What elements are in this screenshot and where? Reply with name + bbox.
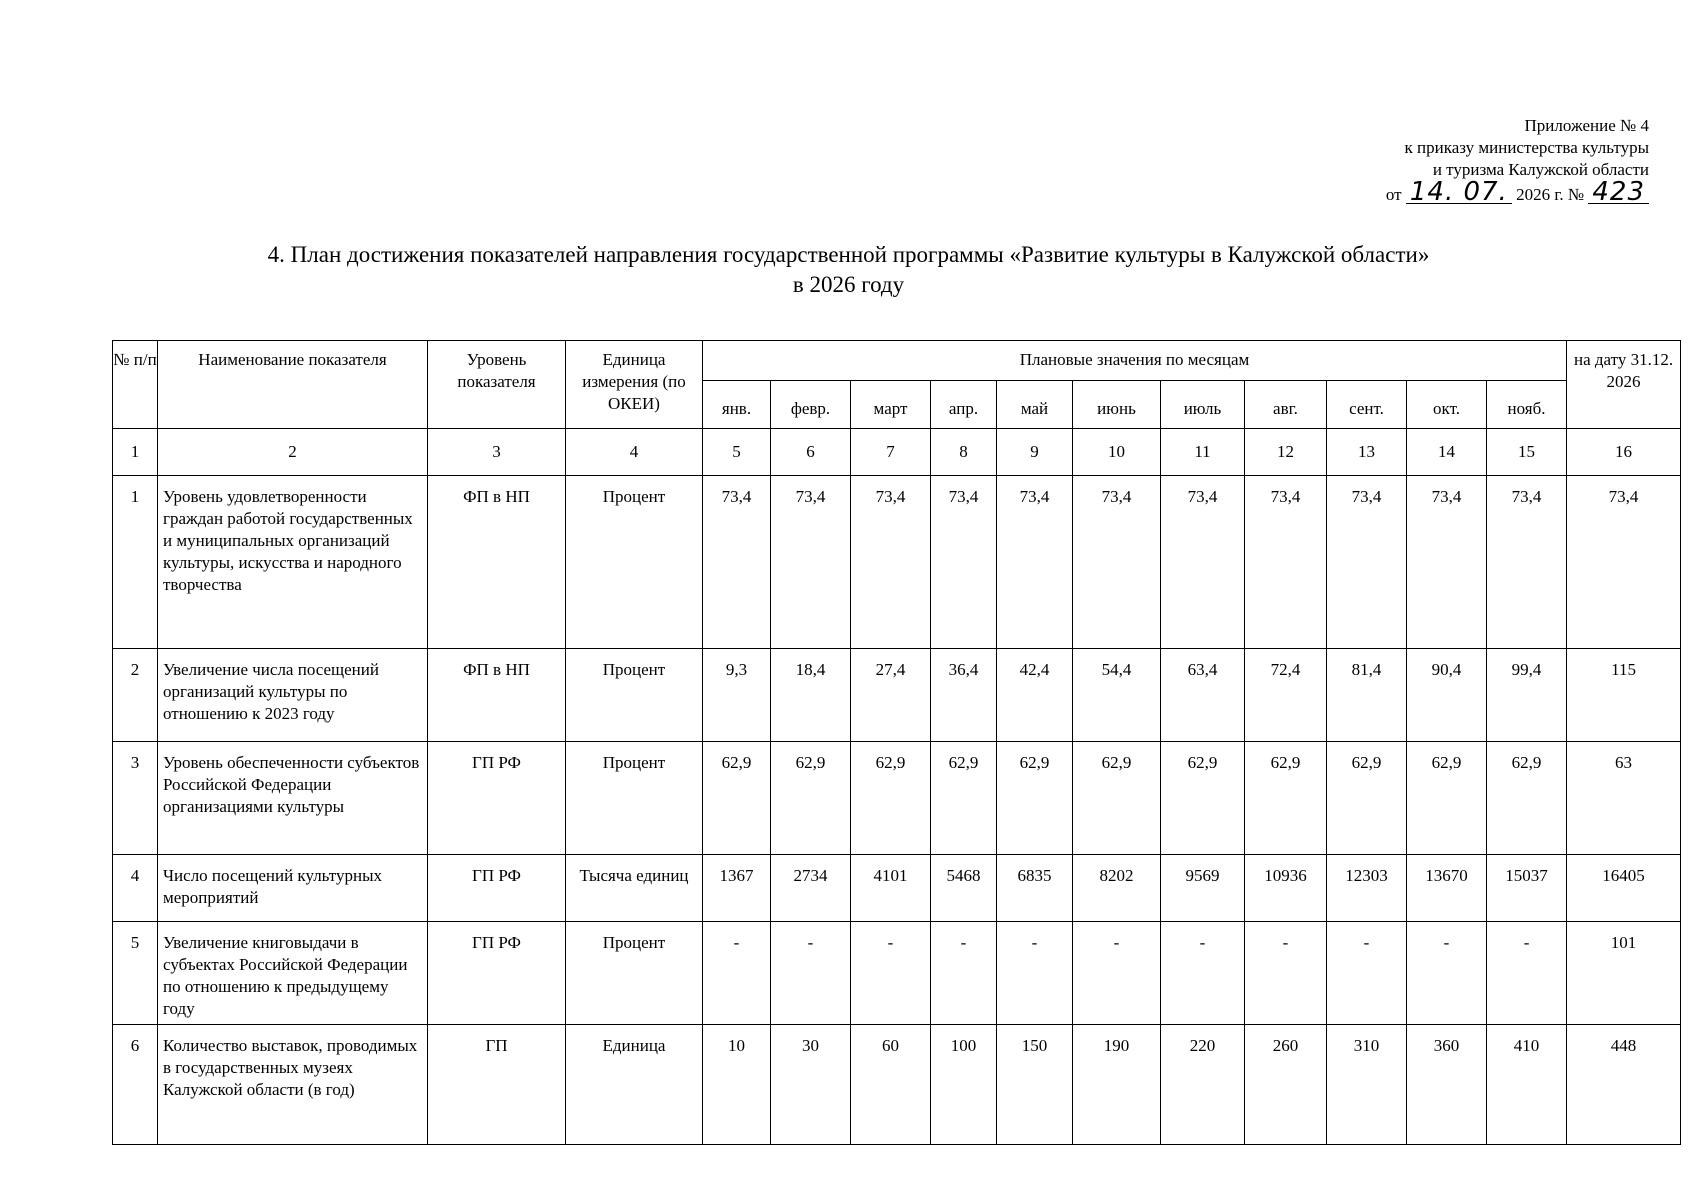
header-month: апр. xyxy=(931,381,997,429)
indicator-unit: Тысяча единиц xyxy=(566,855,703,922)
appendix-line-2: к приказу министерства культуры xyxy=(1404,138,1649,157)
indicator-name: Количество выставок, проводимых в государственных музеях Калужской области (в год) xyxy=(158,1025,428,1145)
indicator-name: Уровень обеспеченности субъектов Российской Федерации организациями культуры xyxy=(158,742,428,855)
indicator-level: ГП РФ xyxy=(428,855,566,922)
date-prefix: от xyxy=(1385,185,1402,204)
header-month: май xyxy=(997,381,1073,429)
header-year-end: на дату 31.12. 2026 xyxy=(1567,341,1681,429)
monthly-value: 18,4 xyxy=(771,649,851,742)
indicator-unit: Процент xyxy=(566,922,703,1025)
row-number: 1 xyxy=(113,476,158,649)
table-row xyxy=(113,855,1681,922)
indicators-table xyxy=(112,340,1681,1145)
monthly-value: 42,4 xyxy=(997,649,1073,742)
table-row xyxy=(113,649,1681,742)
indicator-name: Увеличение числа посещений организаций культуры по отношению к 2023 году xyxy=(158,649,428,742)
monthly-value: 73,4 xyxy=(931,476,997,649)
header-month: июнь xyxy=(1073,381,1161,429)
header-name: Наименование показателя xyxy=(158,341,428,429)
monthly-value: 260 xyxy=(1245,1025,1327,1145)
monthly-value: 9,3 xyxy=(703,649,771,742)
header-month: февр. xyxy=(771,381,851,429)
column-number: 10 xyxy=(1073,429,1161,476)
appendix-date-line xyxy=(1229,177,1649,207)
monthly-value: 12303 xyxy=(1327,855,1407,922)
appendix-line-1: Приложение № 4 xyxy=(1524,116,1649,135)
monthly-value: 100 xyxy=(931,1025,997,1145)
monthly-value: 62,9 xyxy=(771,742,851,855)
monthly-value: - xyxy=(1245,922,1327,1025)
monthly-value: 73,4 xyxy=(771,476,851,649)
header-month: сент. xyxy=(1327,381,1407,429)
header-monthly: Плановые значения по месяцам xyxy=(703,341,1567,381)
column-number: 5 xyxy=(703,429,771,476)
monthly-value: 5468 xyxy=(931,855,997,922)
table-row xyxy=(113,1025,1681,1145)
monthly-value: 62,9 xyxy=(1161,742,1245,855)
monthly-value: 360 xyxy=(1407,1025,1487,1145)
monthly-value: 60 xyxy=(851,1025,931,1145)
column-number: 3 xyxy=(428,429,566,476)
table-row xyxy=(113,476,1681,649)
monthly-value: - xyxy=(851,922,931,1025)
monthly-value: 10 xyxy=(703,1025,771,1145)
column-number: 6 xyxy=(771,429,851,476)
indicator-unit: Процент xyxy=(566,649,703,742)
monthly-value: 73,4 xyxy=(1327,476,1407,649)
column-number: 13 xyxy=(1327,429,1407,476)
monthly-value: 150 xyxy=(997,1025,1073,1145)
monthly-value: 2734 xyxy=(771,855,851,922)
row-number: 5 xyxy=(113,922,158,1025)
monthly-value: 27,4 xyxy=(851,649,931,742)
monthly-value: 63,4 xyxy=(1161,649,1245,742)
monthly-value: - xyxy=(997,922,1073,1025)
monthly-value: 81,4 xyxy=(1327,649,1407,742)
monthly-value: 73,4 xyxy=(1245,476,1327,649)
title-line-2: в 2026 году xyxy=(792,272,905,297)
monthly-value: 10936 xyxy=(1245,855,1327,922)
monthly-value: 310 xyxy=(1327,1025,1407,1145)
monthly-value: 73,4 xyxy=(1407,476,1487,649)
indicator-level: ГП РФ xyxy=(428,922,566,1025)
monthly-value: 73,4 xyxy=(703,476,771,649)
handwritten-date: 14. 07. xyxy=(1406,181,1512,204)
year-end-value: 448 xyxy=(1567,1025,1681,1145)
monthly-value: 13670 xyxy=(1407,855,1487,922)
monthly-value: - xyxy=(771,922,851,1025)
table-body xyxy=(113,476,1681,1145)
monthly-value: 90,4 xyxy=(1407,649,1487,742)
monthly-value: 8202 xyxy=(1073,855,1161,922)
column-number: 15 xyxy=(1487,429,1567,476)
monthly-value: 62,9 xyxy=(703,742,771,855)
monthly-value: 15037 xyxy=(1487,855,1567,922)
monthly-value: 62,9 xyxy=(1487,742,1567,855)
monthly-value: 73,4 xyxy=(997,476,1073,649)
monthly-value: 4101 xyxy=(851,855,931,922)
table-row xyxy=(113,922,1681,1025)
document-title xyxy=(0,240,1697,300)
monthly-value: 30 xyxy=(771,1025,851,1145)
monthly-value: 72,4 xyxy=(1245,649,1327,742)
monthly-value: 73,4 xyxy=(1161,476,1245,649)
column-number: 8 xyxy=(931,429,997,476)
monthly-value: 62,9 xyxy=(1073,742,1161,855)
monthly-value: 73,4 xyxy=(1487,476,1567,649)
header-row-1 xyxy=(113,341,1681,381)
row-number: 4 xyxy=(113,855,158,922)
header-month: окт. xyxy=(1407,381,1487,429)
indicator-level: ФП в НП xyxy=(428,476,566,649)
appendix-line-3: и туризма Калужской области xyxy=(1432,160,1649,179)
header-month: июль xyxy=(1161,381,1245,429)
handwritten-number: 423 xyxy=(1588,181,1649,204)
monthly-value: 36,4 xyxy=(931,649,997,742)
monthly-value: - xyxy=(1407,922,1487,1025)
monthly-value: 62,9 xyxy=(851,742,931,855)
monthly-value: - xyxy=(1487,922,1567,1025)
column-number: 12 xyxy=(1245,429,1327,476)
monthly-value: - xyxy=(1073,922,1161,1025)
year-end-value: 63 xyxy=(1567,742,1681,855)
monthly-value: 73,4 xyxy=(1073,476,1161,649)
row-number: 3 xyxy=(113,742,158,855)
header-level: Уровень показателя xyxy=(428,341,566,429)
column-number: 1 xyxy=(113,429,158,476)
header-month: нояб. xyxy=(1487,381,1567,429)
indicator-level: ФП в НП xyxy=(428,649,566,742)
monthly-value: 9569 xyxy=(1161,855,1245,922)
monthly-value: 62,9 xyxy=(1327,742,1407,855)
monthly-value: 190 xyxy=(1073,1025,1161,1145)
row-number: 2 xyxy=(113,649,158,742)
indicator-unit: Процент xyxy=(566,742,703,855)
header-unit: Единица измерения (по ОКЕИ) xyxy=(566,341,703,429)
column-number: 7 xyxy=(851,429,931,476)
indicator-name: Число посещений культурных мероприятий xyxy=(158,855,428,922)
column-numbers-row xyxy=(113,429,1681,476)
monthly-value: 62,9 xyxy=(997,742,1073,855)
monthly-value: 1367 xyxy=(703,855,771,922)
monthly-value: 62,9 xyxy=(1245,742,1327,855)
year-end-value: 101 xyxy=(1567,922,1681,1025)
year-end-value: 73,4 xyxy=(1567,476,1681,649)
column-number: 9 xyxy=(997,429,1073,476)
monthly-value: 99,4 xyxy=(1487,649,1567,742)
header-month: март xyxy=(851,381,931,429)
monthly-value: - xyxy=(703,922,771,1025)
year-end-value: 16405 xyxy=(1567,855,1681,922)
date-suffix: 2026 г. № xyxy=(1516,185,1585,204)
title-line-1: 4. План достижения показателей направления государственной программы «Развитие культуры в Калужской области» xyxy=(267,242,1430,267)
column-number: 2 xyxy=(158,429,428,476)
column-number: 4 xyxy=(566,429,703,476)
monthly-value: - xyxy=(1161,922,1245,1025)
indicator-level: ГП РФ xyxy=(428,742,566,855)
table-row xyxy=(113,742,1681,855)
indicator-name: Увеличение книговыдачи в субъектах Российской Федерации по отношению к предыдущему году xyxy=(158,922,428,1025)
monthly-value: 410 xyxy=(1487,1025,1567,1145)
monthly-value: - xyxy=(1327,922,1407,1025)
monthly-value: 220 xyxy=(1161,1025,1245,1145)
indicator-unit: Процент xyxy=(566,476,703,649)
monthly-value: 54,4 xyxy=(1073,649,1161,742)
monthly-value: 62,9 xyxy=(931,742,997,855)
header-month: янв. xyxy=(703,381,771,429)
header-month: авг. xyxy=(1245,381,1327,429)
column-number: 14 xyxy=(1407,429,1487,476)
appendix-block xyxy=(1229,115,1649,206)
indicator-level: ГП xyxy=(428,1025,566,1145)
column-number: 16 xyxy=(1567,429,1681,476)
monthly-value: 62,9 xyxy=(1407,742,1487,855)
indicator-name: Уровень удовлетворенности граждан работой государственных и муниципальных организаций культуры, искусства и народного творчества xyxy=(158,476,428,649)
monthly-value: 6835 xyxy=(997,855,1073,922)
column-number: 11 xyxy=(1161,429,1245,476)
monthly-value: 73,4 xyxy=(851,476,931,649)
indicator-unit: Единица xyxy=(566,1025,703,1145)
row-number: 6 xyxy=(113,1025,158,1145)
header-num: № п/п xyxy=(113,341,158,429)
year-end-value: 115 xyxy=(1567,649,1681,742)
monthly-value: - xyxy=(931,922,997,1025)
